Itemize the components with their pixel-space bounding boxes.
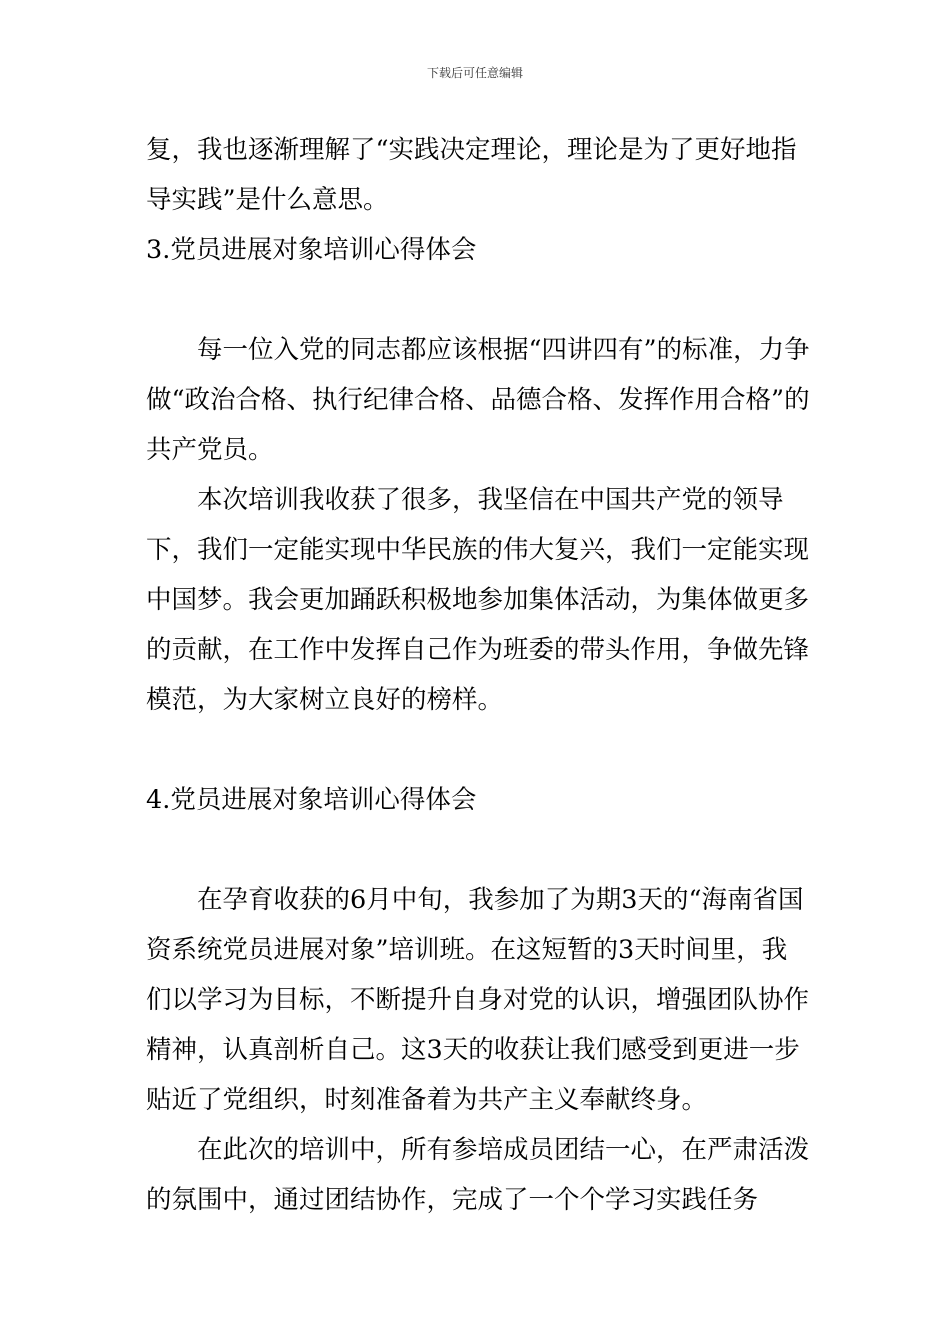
- section-heading-4: 4.党员进展对象培训心得体会: [146, 785, 477, 815]
- paragraph: 每一位入党的同志都应该根据“四讲四有”的标准，力争做“政治合格、执行纪律合格、品德合格、发挥作用合格”的共产党员。: [146, 335, 810, 465]
- page-header: 下载后可任意编辑: [426, 66, 523, 80]
- paragraph-continuation: 复，我也逐渐理解了“实践决定理论，理论是为了更好地指导实践”是什么意思。: [146, 135, 797, 215]
- blank-line: [146, 275, 810, 325]
- paragraph: 在孕育收获的6月中旬，我参加了为期3天的“海南省国资系统党员进展对象”培训班。在这短暂的3天时间里，我们以学习为目标，不断提升自身对党的认识，增强团队协作精神，认真剖析自己。这3天的收获让我们感受到更进一步贴近了党组织，时刻准备着为共产主义奉献终身。: [146, 885, 810, 1115]
- blank-line: [146, 825, 810, 875]
- blank-line: [146, 725, 810, 775]
- paragraph: 本次培训我收获了很多，我坚信在中国共产党的领导下，我们一定能实现中华民族的伟大复兴，我们一定能实现中国梦。我会更加踊跃积极地参加集体活动，为集体做更多的贡献，在工作中发挥自己作为班委的带头作用，争做先锋模范，为大家树立良好的榜样。: [146, 485, 810, 715]
- section-heading-3: 3.党员进展对象培训心得体会: [146, 235, 477, 265]
- document-body: [146, 125, 810, 1225]
- paragraph: 在此次的培训中，所有参培成员团结一心，在严肃活泼的氛围中，通过团结协作，完成了一个个学习实践任务: [146, 1135, 810, 1215]
